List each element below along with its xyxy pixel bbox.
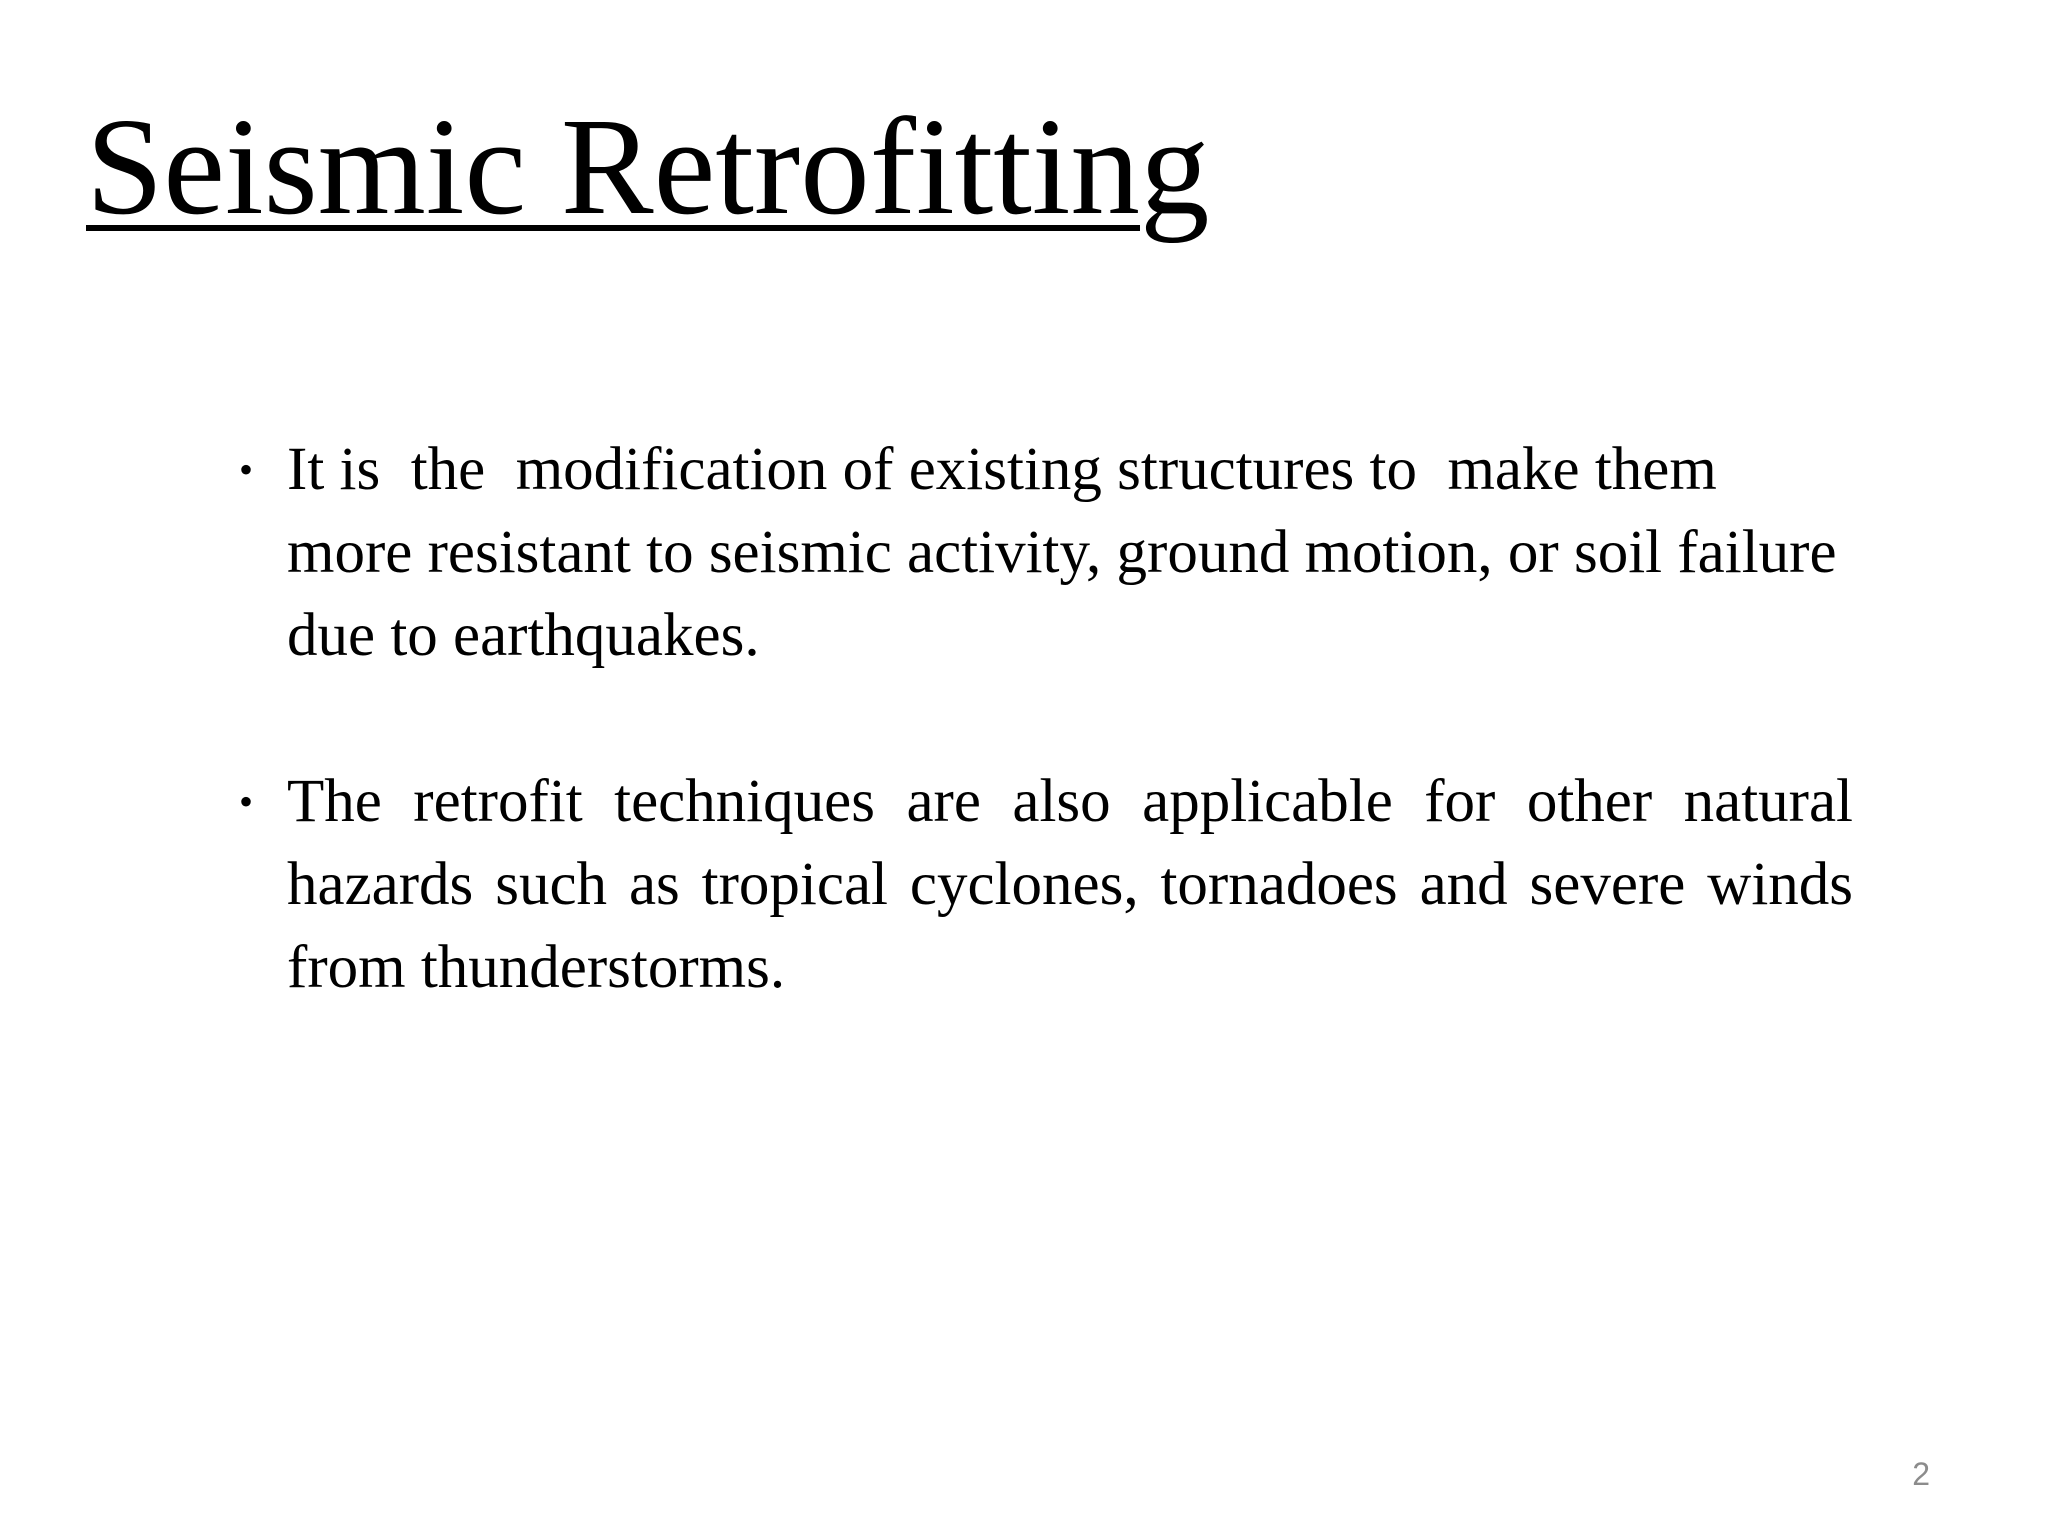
bullet-icon: • [239, 779, 254, 824]
page-number: 2 [1912, 1456, 1930, 1492]
bullet-item [239, 760, 1869, 1009]
slide-title: Seismic Retrofitting [86, 90, 1210, 244]
bullet-text: The retrofit techniques are also applicable for other natural hazards such as tropical cyclones, tornadoes and severe winds from thunderstorms. [287, 768, 1869, 1001]
bullet-icon: • [239, 447, 254, 492]
bullet-item [239, 428, 1853, 677]
bullet-list [239, 428, 1869, 1092]
bullet-text: It is the modification of existing structures to make them more resistant to seismic activity, ground motion, or soil failure due to earthquakes. [287, 436, 1852, 669]
